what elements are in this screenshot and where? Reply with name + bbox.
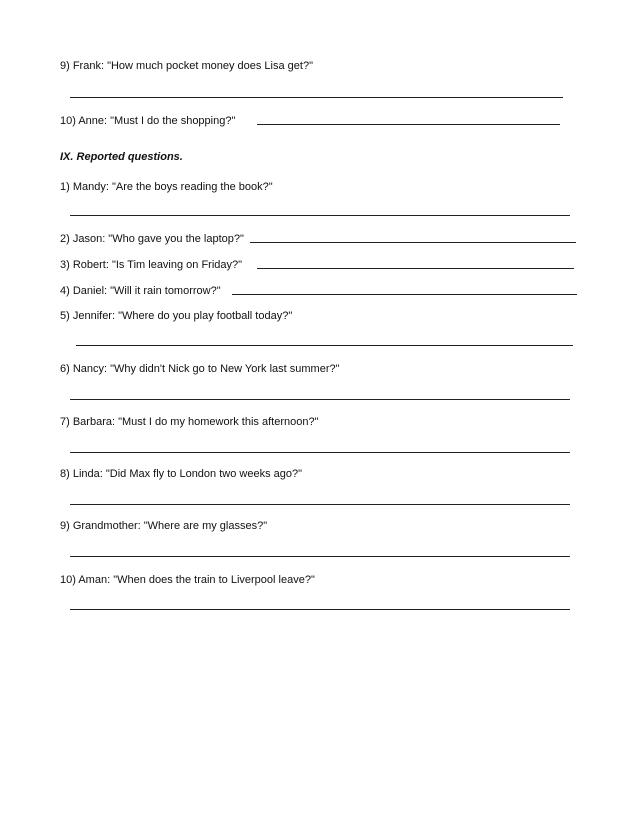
question-prompt: 9) Grandmother: "Where are my glasses?" xyxy=(60,520,268,532)
answer-line[interactable] xyxy=(70,452,570,453)
answer-line[interactable] xyxy=(70,504,570,505)
answer-line[interactable] xyxy=(70,215,570,216)
answer-line[interactable] xyxy=(232,294,577,295)
answer-line[interactable] xyxy=(257,268,574,269)
question-prompt: 5) Jennifer: "Where do you play football today?" xyxy=(60,310,293,322)
answer-line[interactable] xyxy=(70,609,570,610)
answer-line[interactable] xyxy=(70,399,570,400)
question-prompt: 9) Frank: "How much pocket money does Lisa get?" xyxy=(60,60,313,72)
question-prompt: 7) Barbara: "Must I do my homework this afternoon?" xyxy=(60,416,319,428)
answer-line[interactable] xyxy=(70,97,563,98)
question-prompt: 4) Daniel: "Will it rain tomorrow?" xyxy=(60,285,221,297)
answer-line[interactable] xyxy=(250,242,576,243)
question-prompt: 8) Linda: "Did Max fly to London two weeks ago?" xyxy=(60,468,302,480)
section-heading: IX. Reported questions. xyxy=(60,151,183,163)
answer-line[interactable] xyxy=(76,345,573,346)
answer-line[interactable] xyxy=(70,556,570,557)
question-prompt: 6) Nancy: "Why didn't Nick go to New York last summer?" xyxy=(60,363,340,375)
answer-line[interactable] xyxy=(257,124,560,125)
question-prompt: 2) Jason: "Who gave you the laptop?" xyxy=(60,233,244,245)
question-prompt: 10) Aman: "When does the train to Liverpool leave?" xyxy=(60,574,315,586)
question-prompt: 3) Robert: "Is Tim leaving on Friday?" xyxy=(60,259,243,271)
question-prompt: 10) Anne: "Must I do the shopping?" xyxy=(60,115,236,127)
question-prompt: 1) Mandy: "Are the boys reading the book?" xyxy=(60,181,273,193)
